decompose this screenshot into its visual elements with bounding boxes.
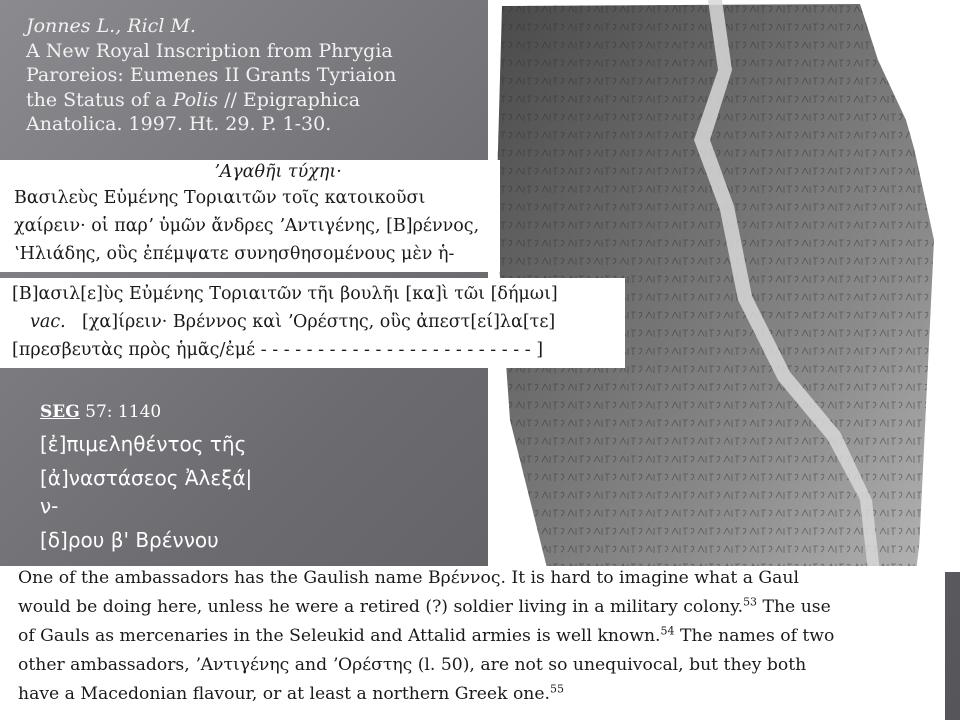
seg-line: [ἐ]πιμεληθέντος τῆς <box>40 432 247 456</box>
commentary-text: have a Macedonian flavour, or at least a northern Greek one. <box>18 684 551 704</box>
scan-commentary <box>0 566 945 720</box>
citation-block <box>26 14 486 137</box>
scan-line: ʽΗλιάδης, οὓς ἐπέμψατε συνησθησομένους μὲν ἡ- <box>14 244 455 264</box>
citation-line: Paroreios: Eumenes II Grants Tyriaion <box>26 64 397 86</box>
scan-line: χαίρειν· οἱ παρʼ ὑμῶν ἄνδρες ʼΑντιγένης, [Β]ρέννος, <box>14 216 480 236</box>
commentary-text: The names of two <box>674 626 835 646</box>
scan-line: [πρεσβευτὰς πρὸς ἡμᾶς/ἐμέ - - - - - - - - - - - - - - - - - - - - - - - - ] <box>12 340 544 360</box>
scan-greek-text-2 <box>0 278 625 368</box>
citation-authors: Jonnes L., Ricl M. <box>26 15 196 37</box>
commentary-line: One of the ambassadors has the Gaulish name Βρέννος. It is hard to imagine what a Gaul <box>18 568 799 588</box>
citation-line <box>26 88 486 113</box>
commentary-line: other ambassadors, ʼΑντιγένης and ʼΟρέστης (l. 50), are not so unequivocal, but they both <box>18 655 807 675</box>
scan-vac: vac. <box>30 312 66 332</box>
seg-reference <box>40 402 480 422</box>
citation-text: the Status of a <box>26 88 173 111</box>
citation-line: A New Royal Inscription from Phrygia <box>26 39 393 62</box>
commentary-text: would be doing here, unless he were a retired (?) soldier living in a military colony. <box>18 597 744 617</box>
citation-line: Anatolica. 1997. Ht. 29. P. 1-30. <box>26 113 332 135</box>
scan-line: Βασιλεὺς Εὐμένης Τοριαιτῶν τοῖς κατοικοῦσι <box>14 188 426 208</box>
seg-line: [δ]ρου β' Βρέννου <box>40 528 219 552</box>
seg-reference-block <box>40 402 480 566</box>
seg-number: 57: 1140 <box>79 402 162 422</box>
footnote-marker: 54 <box>660 624 675 638</box>
scan-line: ʼΑγαθῆι τύχηι· <box>214 162 342 182</box>
scan-line: [Β]ασιλ[ε]ὺς Εὐμένης Τοριαιτῶν τῆι βουλῆι [κα]ὶ τῶι [δήμωι] <box>12 284 558 304</box>
seg-line: ν- <box>40 494 59 518</box>
commentary-text: of Gauls as mercenaries in the Seleukid and Attalid armies is well known. <box>18 626 661 646</box>
footnote-marker: 53 <box>743 595 758 609</box>
commentary-line <box>18 684 564 704</box>
scan-line: [χα]ίρειν· Βρέννος καὶ ʼΟρέστης, οὓς ἀπεστ[εί]λα[τε] <box>82 312 556 332</box>
scan-greek-text-1 <box>0 160 500 272</box>
citation-italic: Polis <box>172 88 219 111</box>
citation-text: // Epigraphica <box>218 88 361 111</box>
commentary-text: The use <box>757 597 831 617</box>
seg-label: SEG <box>40 402 80 422</box>
commentary-line <box>18 597 831 617</box>
seg-line: [ἀ]ναστάσεος Ἀλεξά| <box>40 466 253 490</box>
footnote-marker: 55 <box>550 682 565 696</box>
commentary-line <box>18 626 834 646</box>
